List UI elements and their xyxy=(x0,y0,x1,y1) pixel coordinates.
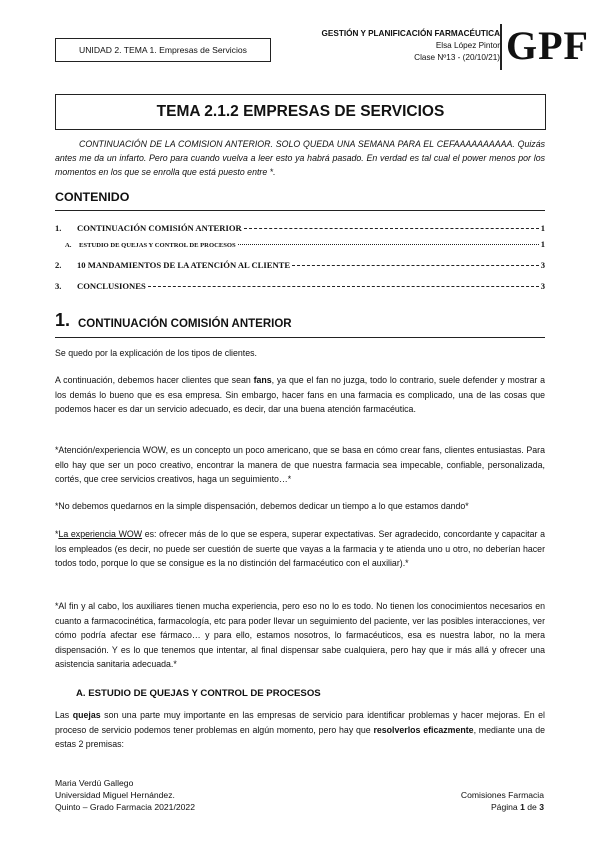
page-title: TEMA 2.1.2 EMPRESAS DE SERVICIOS xyxy=(55,94,546,130)
toc-entry-number: A. xyxy=(65,242,72,249)
current-page: 1 xyxy=(520,802,525,812)
page-prefix: Página xyxy=(490,802,521,812)
bold-text: quejas xyxy=(72,710,101,720)
toc-entry-label: ESTUDIO DE QUEJAS Y CONTROL DE PROCESOS xyxy=(79,242,236,249)
toc-entry-number: 2. xyxy=(55,260,62,270)
paragraph-6: *Al fin y al cabo, los auxiliares tienen mucha experiencia, pero eso no lo es todo. No tienen los conocimientos necesarios en cuanto a farmacocinética, farmacología, etc para poder llevar un seguimiento del paciente, ver las posibles interacciones, ver cómo podría afectar ese fármaco… y para ello, estamos nosotros, lo farmacéuticos, esa es nuestra labor, no la mera dispensación. Y es lo que tenemos que intentar, al final dispensar sabe cualquiera, pero hay que ir más allá y ofrecer una asistencia sanitaria adecuada.* xyxy=(55,601,545,670)
toc-leader xyxy=(238,244,539,245)
toc-entry-label: 10 MANDAMIENTOS DE LA ATENCIÓN AL CLIENTE xyxy=(77,260,291,270)
text-run: A continuación, debemos hacer clientes que sean xyxy=(55,375,254,385)
course-name: GESTIÓN Y PLANIFICACIÓN FARMACÉUTICA xyxy=(321,29,500,38)
header-separator xyxy=(500,24,502,70)
gpf-logo: GPF xyxy=(506,23,589,68)
toc-entry-1[interactable] xyxy=(55,223,545,233)
text-run: , ya que el fan no juzga, todo lo contrario, suele defender y mostrar a los demás lo bueno que es esa empresa. Sin embargo, hacer fans en una farmacia es complicado, una de las cosas que podemos hacer es dar un servicio adecuado, es decir, dar una buena atención farmacéutica. xyxy=(55,375,546,415)
paragraph-4: *No debemos quedarnos en la simple dispensación, debemos dedicar un tiempo a lo que estamos dando* xyxy=(55,501,469,511)
footer-name: Maria Verdú Gallego xyxy=(55,778,134,788)
toc-leader xyxy=(292,265,539,266)
section-divider xyxy=(55,337,545,338)
toc-heading: CONTENIDO xyxy=(55,190,130,204)
toc-entry-page: 1 xyxy=(540,239,545,249)
toc-entry-2[interactable] xyxy=(55,260,545,270)
toc-entry-3[interactable] xyxy=(55,281,545,291)
intro-paragraph: CONTINUACIÓN DE LA COMISION ANTERIOR. SOLO QUEDA UNA SEMANA PARA EL CEFAAAAAAAAAA. Quizás antes me da un infarto. Pero para cuando vuelva a leer esto ya habrá pasado. En verdad es tal cual el power menos por los momentos en los que se enrolla que está puesto entre *. xyxy=(55,139,545,177)
text-run: * xyxy=(55,529,59,539)
page-number xyxy=(461,801,544,813)
footer-group: Comisiones Farmacia xyxy=(460,790,544,800)
paragraph-1: Se quedo por la explicación de los tipos de clientes. xyxy=(55,348,257,358)
subsection-title: A. ESTUDIO DE QUEJAS Y CONTROL DE PROCESOS xyxy=(76,688,321,699)
paragraph-3: *Atención/experiencia WOW, es un concepto un poco americano, que se basa en cómo crear fans, clientes entusiastas. Para ello hay que ser un poco creativo, encontrar la manera de que nuestra farmacia sea impecable, confiable, personalizada, cortés, que cree servicios creativos, haga un seguimiento…* xyxy=(55,445,545,485)
toc-leader xyxy=(148,286,539,287)
section-title: CONTINUACIÓN COMISIÓN ANTERIOR xyxy=(78,318,292,330)
paragraph-7 xyxy=(55,708,545,752)
page-mid: de xyxy=(524,802,540,812)
toc-entry-page: 1 xyxy=(540,223,545,233)
text-run: , mediante una de estas 2 premisas: xyxy=(55,724,545,750)
toc-entry-label: CONCLUSIONES xyxy=(77,281,146,291)
bold-text: resolverlos eficazmente xyxy=(373,724,474,735)
text-run: son una parte muy importante en las empresas de servicio para identificar problemas y hacer mejoras. En el proceso de servicio podemos tener problemas en algún momento, pero hay que xyxy=(55,710,545,735)
footer-right xyxy=(461,789,544,813)
header-info xyxy=(322,28,500,64)
text-run: Las xyxy=(55,710,73,720)
footer-left xyxy=(55,777,195,813)
total-pages: 3 xyxy=(539,802,544,812)
toc-entry-page: 3 xyxy=(540,260,545,270)
unit-label: UNIDAD 2. TEMA 1. Empresas de Servicios xyxy=(55,38,271,62)
toc-entry-label: CONTINUACIÓN COMISIÓN ANTERIOR xyxy=(77,223,242,233)
footer-university: Universidad Miguel Hernández. xyxy=(55,790,175,800)
toc-divider xyxy=(55,210,545,211)
paragraph-2 xyxy=(55,373,545,417)
footer-course-year: Quinto – Grado Farmacia 2021/2022 xyxy=(55,802,195,812)
underlined-text: La experiencia WOW xyxy=(58,529,143,539)
text-run: es: ofrecer más de lo que se espera, superar expectativas. Ser agradecido, concordante y capacitar a los empleados (es decir, no puede ser cuestión de suerte que vayas a la farmacia y te atienda uno u otro, no deberían hacer todos todo, porque lo que se consigue es la no distinción del farmacéutico con el auxiliar).* xyxy=(55,529,545,569)
bold-text: fans xyxy=(253,375,272,385)
toc-entry-number: 1. xyxy=(55,223,62,233)
toc-leader xyxy=(244,228,539,229)
session-info: Clase Nº13 - (20/10/21) xyxy=(414,53,500,62)
paragraph-5 xyxy=(55,527,545,571)
section-number: 1. xyxy=(55,310,71,330)
toc-entry-page: 3 xyxy=(540,281,545,291)
toc-entry-number: 3. xyxy=(55,281,62,291)
author-name: Elsa López Pintor xyxy=(435,41,500,50)
toc-entry-a[interactable] xyxy=(55,239,545,249)
